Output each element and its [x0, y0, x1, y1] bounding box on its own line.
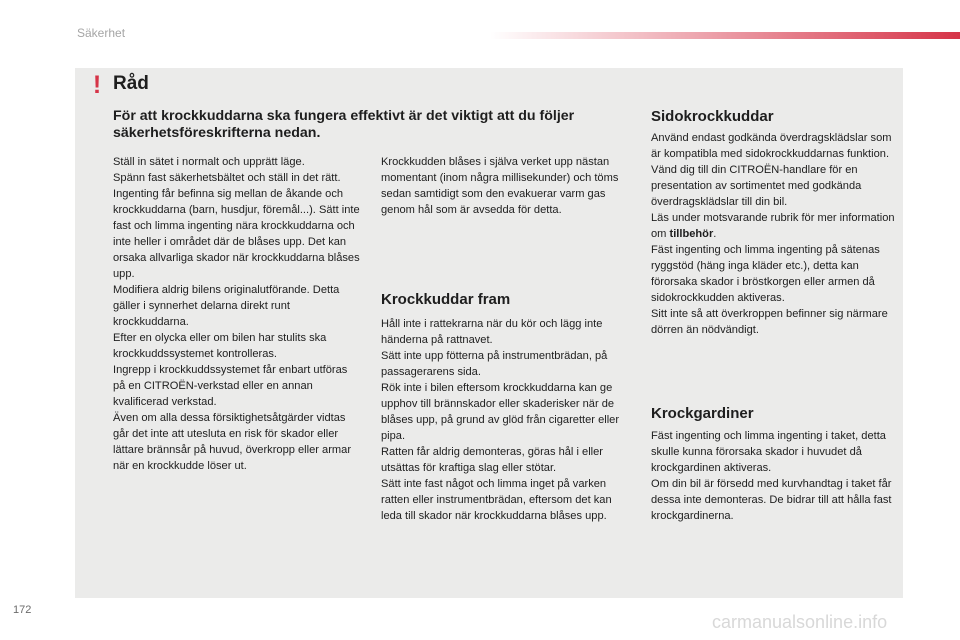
- panel-intro: För att krockkuddarna ska fungera effektivt är det viktigt att du följer säkerhetsföreskrifterna nedan.: [113, 108, 575, 141]
- side-text-part2: . Fäst ingenting och limma ingenting på sätenas ryggstöd (häng inga kläder etc.), detta kan förorsaka skador i bröstkorgen eller armen då sidokrockkudden aktiveras. Sitt inte så att överkroppen befinner sig närmare dörren än nödvändigt.: [651, 228, 888, 336]
- curtain-airbags-heading: Krockgardiner: [651, 405, 754, 422]
- accessories-link-text: tillbehör: [669, 228, 714, 240]
- inflation-text: Krockkudden blåses i själva verket upp nästan momentant (inom några millisekunder) och töms sedan samtidigt som den evakuerar varm gas genom hål som är avsedda för detta.: [381, 156, 619, 216]
- front-airbags-text: Håll inte i rattekrarna när du kör och lägg inte händerna på rattnavet. Sätt inte upp fötterna på instrumentbrädan, på passagerarens sida. Rök inte i bilen eftersom krockkuddarna kan ge upphov till brännskador eller skaderisker när de blåses upp, på grund av glöd från cigaretter eller pipa. Ratten får aldrig demonteras, göras hål i eller utsättas för kraftiga slag eller stötar. Sätt inte fast något och limma inget på varken ratten eller instrumentbrädan, eftersom det kan leda till skador när krockkuddarna blåses upp.: [381, 318, 620, 522]
- general-advice-text: Ställ in sätet i normalt och upprätt läge. Spänn fast säkerhetsbältet och ställ in det rätt. Ingenting får befinna sig mellan de åkande och krockkuddarna (barn, husdjur, föremål...). Sätt inte fast och limma ingenting nära krockkuddarna och inte heller i området där de blåses upp. Det kan orsaka allvarliga skador när krockkuddarna blåses upp. Modifiera aldrig bilens originalutförande. Detta gäller i synnerhet delarna direkt runt krockkuddarna. Efter en olycka eller om bilen har stulits ska krockkuddssystemet kontrolleras. Ingrepp i krockkuddssystemet får enbart utföras på en CITROËN-verkstad eller en annan kvalificerad verkstad. Även om alla dessa försiktighetsåtgärder vidtas går det inte att utesluta en risk för skador eller lättare brännsår på huvud, överkropp eller armar när en krockkudde löser ut.: [113, 156, 360, 472]
- curtain-airbags-text: Fäst ingenting och limma ingenting i taket, detta skulle kunna förorsaka skador i huvudet då krockgardinen aktiveras. Om din bil är försedd med kurvhandtag i taket får dessa inte demonteras. De bidrar till att hålla fast krockgardinerna.: [651, 430, 892, 522]
- page-number: 172: [13, 604, 32, 616]
- side-airbags-heading: Sidokrockkuddar: [651, 108, 774, 125]
- side-text-part1: Använd endast godkända överdragsklädslar som är kompatibla med sidokrockkuddarnas funktion. Vänd dig till din CITROËN-handlare för en presentation av sortimentet med godkända överdragsklädslar till din bil. Läs under motsvarande rubrik för mer information om: [651, 132, 895, 240]
- front-airbags-heading: Krockkuddar fram: [381, 291, 511, 308]
- header-accent-bar: [490, 32, 960, 39]
- section-label: Säkerhet: [77, 26, 126, 40]
- watermark: carmanualsonline.info: [712, 612, 888, 632]
- panel-title: Råd: [113, 73, 149, 94]
- exclamation-warning-icon: !: [92, 71, 102, 99]
- side-airbags-text: [651, 130, 903, 338]
